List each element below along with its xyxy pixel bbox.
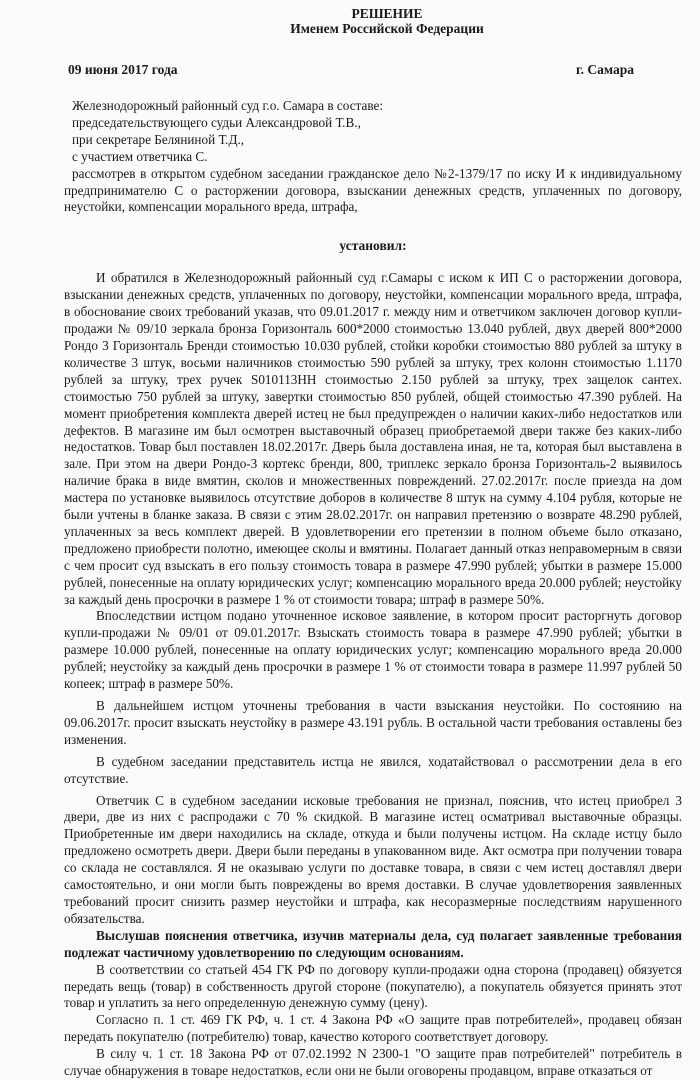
paragraph-article-18: В силу ч. 1 ст. 18 Закона РФ от 07.02.1992 N 2300-1 "О защите прав потребителей" потребитель в случае обнаружения в товаре недостатков, если они не были оговорены продавцом, вправе отказаться от (64, 1046, 682, 1079)
intro-defendant: с участием ответчика С. (72, 148, 208, 164)
section-heading-ustanovil: установил: (339, 238, 407, 254)
intro-secretary: при секретаре Беляниной Т.Д., (72, 131, 245, 147)
paragraph-article-469: Согласно п. 1 ст. 469 ГК РФ, ч. 1 ст. 4 Закона РФ «О защите прав потребителей», продавец обязан передать покупателю (потребителю) товар, качество которого соответствует договору. (64, 1012, 682, 1045)
paragraph-penalty-update: В дальнейшем истцом уточнены требования в части взыскания неустойки. По состоянию на 09.06.2017г. просит взыскать неустойку в размере 43.191 рубль. В остальной части требования оставлены без изменения. (64, 698, 682, 747)
decision-date: 09 июня 2017 года (68, 62, 178, 77)
paragraph-claim: И обратился в Железнодорожный районный суд г.Самары с иском к ИП С о расторжении договора, взыскании денежных средств, уплаченных по договору, неустойки, компенсации морального вреда, штрафа, в обоснование своих требований указав, что 09.01.2017 г. между ним и ответчиком заключен договор купли-продажи № 09/10 зеркала бронза Горизонталь 600*2000 стоимостью 13.040 рублей, двух дверей 800*2000 Рондо 3 Горизонталь Бренди стоимостью 10.030 рублей, стойки коробки стоимостью 880 рублей за штуку в количестве 3 штук, восьми наличников стоимостью 590 рублей за штуку, трех колонн стоимостью 1.1170 рублей за штуку, трех ручек S010113НН стоимостью 2.150 рублей за штуку, трех защелок сантех. стоимостью 750 рублей за штуку, завертки стоимостью 850 рублей, общей стоимостью 47.390 рублей. На момент приобретения комплекта дверей истец не был предупрежден о наличии каких-либо недостатков или дефектов. В магазине им был осмотрен выставочный образец приобретаемой двери также без каких-либо недостатков. Товар был поставлен 18.02.2017г. Дверь была доставлена иная, не та, которая был выставлена в зале. При этом на двери Рондо-3 кортекс бренди, 800, триплекс зеркало бронза Горизонталь-2 выявилось наличие брака в виде вмятин, сколов и множественных повреждений. 27.02.2017г. после приезда на дом мастера по установке выявилось отсутствие доборов в количестве 8 штук на сумму 4.104 рубля, которые не были учтены в бланке заказа. В связи с этим 28.02.2017г. он направил претензию о возврате 48.290 рублей, уплаченных за весь комплект дверей. В удовлетворении его претензии в полном объеме было отказано, предложено приобрести полотно, имеющее сколы и вмятины. Полагает данный отказ неправомерным в связи с чем просит суд взыскать в его пользу стоимость товара в размере 47.990 рублей; убытки в размере 15.000 рублей, понесенные на оплату юридических услуг; компенсацию морального вреда 20.000 рублей; неустойку за каждый день просрочки в размере 1 % от стоимости товара; штраф в размере 50%. (64, 270, 682, 607)
paragraph-court-conclusion: Выслушав пояснения ответчика, изучив материалы дела, суд полагает заявленные требования подлежат частичному удовлетворению по следующим основаниям. (64, 927, 682, 960)
intro-court: Железнодорожный районный суд г.о. Самара в составе: (72, 98, 383, 113)
document-title: РЕШЕНИЕ (351, 6, 423, 21)
paragraph-article-454: В соответствии со статьей 454 ГК РФ по договору купли-продажи одна сторона (продавец) обязуется передать вещь (товар) в собственность другой стороне (покупателю), а покупатель обязуется принять этот товар и уплатить за него определенную денежную сумму (цену). (64, 961, 682, 1011)
paragraph-defendant-position: Ответчик С в судебном заседании исковые требования не признал, пояснив, что истец приобрел 3 двери, две из них с распродажи с 70 % скидкой. В магазине истец осматривал выставочные образцы. Приобретенные им двери находились на складе, откуда и были получены истцом. На складе истцу было предложено осмотреть двери. Двери были переданы в упакованном виде. Акт осмотра при получении товара со склада не составлялся. Я не оказываю услуги по доставке товара, в связи с чем истец доставлял двери самостоятельно, и они могли быть повреждены во время доставки. В случае удовлетворения заявленных требований просит снизить размер неустойки и штрафа, как несоразмерные последствиям нарушенного обязательства. (64, 792, 682, 926)
intro-judge: председательствующего судьи Александровой Т.В., (72, 114, 361, 130)
document-subtitle: Именем Российской Федерации (290, 21, 484, 36)
date-line (68, 62, 634, 78)
paragraph-amended-claim: Впоследствии истцом подано уточненное исковое заявление, в котором просит расторгнуть договор купли-продажи № 09/01 от 09.01.2017г. Взыскать стоимость товара в размере 47.990 рублей; убытки в размере 10.000 рублей, понесенные на оплату юридических услуг; компенсацию морального вреда 20.000 рублей; неустойку за каждый день просрочки в размере 1 % от стоимости товара в размере 11.997 рублей 50 копеек; штраф в размере 50%. (64, 608, 682, 692)
intro-case: рассмотрев в открытом судебном заседании гражданское дело №2-1379/17 по иску И к индивидуальному предпринимателю С о расторжении договора, взыскании денежных средств, уплаченных по договору, неустойки, компенсации морального вреда, штрафа, (64, 165, 682, 215)
paragraph-plaintiff-absence: В судебном заседании представитель истца не явился, ходатайствовал о рассмотрении дела в его отсутствие. (64, 753, 682, 786)
decision-city: г. Самара (576, 62, 634, 77)
